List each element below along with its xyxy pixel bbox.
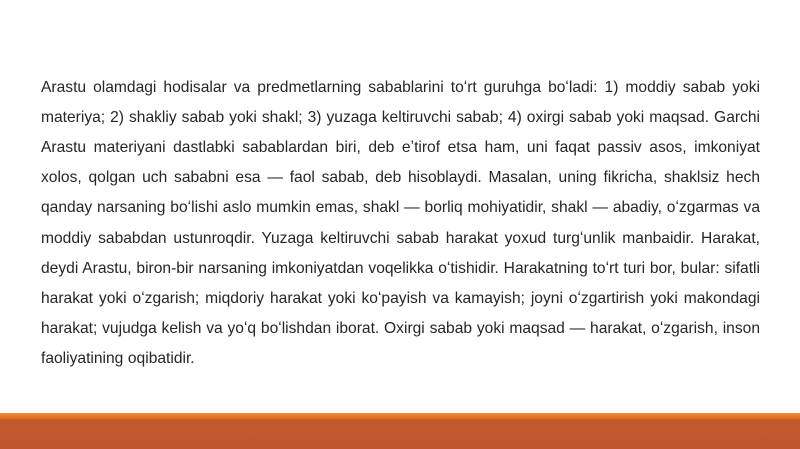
footer-bar (0, 413, 800, 449)
body-paragraph: Arastu olamdagi hodisalar va predmetlarning sabablarini toʻrt guruhga boʻladi: 1) moddiy sabab yoki materiya; 2) shakliy sabab yoki shakl; 3) yuzaga keltiruvchi sabab; 4) oxirgi sabab yoki maqsad. Garchi Arastu materiyani dastlabki sabablardan biri, deb eʼtirof etsa ham, uni faqat passiv asos, imkoniyat xolos, qolgan uch sababni esa — faol sabab, deb hisoblaydi. Masalan, uning fikricha, shaklsiz hech qanday narsaning boʻlishi aslo mumkin emas, shakl — borliq mohiyatidir, shakl — abadiy, oʻzgarmas va moddiy sababdan ustunroqdir. Yuzaga keltiruvchi sabab harakat yoxud turgʻunlik manbaidir. Harakat, deydi Arastu, biron-bir narsaning imkoniyatdan voqelikka oʻtishidir. Harakatning toʻrt turi bor, bular: sifatli harakat yoki oʻzgarish; miqdoriy harakat yoki koʻpayish va kamayish; joyni oʻzgartirish yoki makondagi harakat; vujudga kelish va yoʻq boʻlishdan iborat. Oxirgi sabab yoki maqsad — harakat, oʻzgarish, inson faoliyatining oqibatidir. (41, 78, 760, 368)
